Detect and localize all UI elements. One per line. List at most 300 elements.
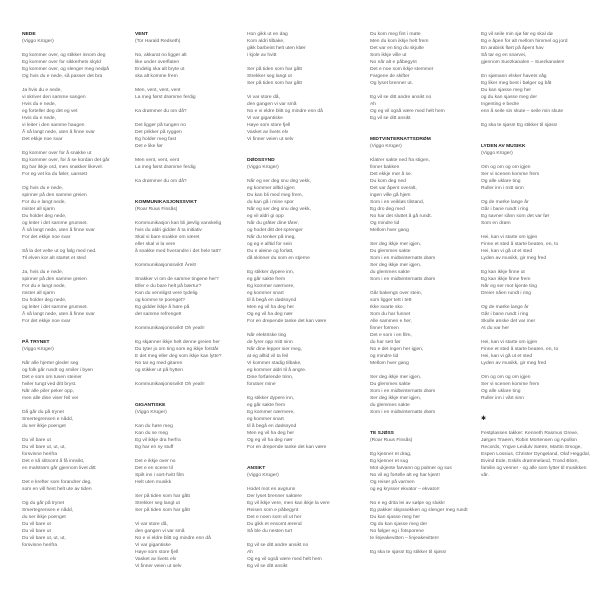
lyric-line: For det ekkje noe svar [22,319,71,324]
lyric-line: og komme te poenget? [135,298,186,303]
stanza [370,31,482,87]
lyric-line: Vasket av livets elv [135,557,177,562]
lyric-line: Du glemmes sakte [370,382,411,387]
stanza [247,94,359,143]
lyric-line: Du kan sjasse meg her [370,515,421,520]
lyric-line: Kan du vennligst vere tydelig [135,291,198,296]
lyric-line: Det var åpent overalt, [370,186,417,191]
lyric-line: og eg e alltid for sein [247,242,293,247]
lyric-line: For det ekkje noe svar [22,235,71,240]
lyric-line: og eg krysser ekvator – ekvator! [370,487,440,492]
lyric-line: Og mindre tid [370,221,400,226]
lyric-line: Spilt inn i sort-hvitt film [135,473,184,478]
lyric-line: du ser ikkje poenget [22,424,66,429]
separator-star-icon: ✱ [481,416,487,422]
lyric-line: Vi kommer stadig tilbake, [247,361,302,366]
lyric-line: mister all sjarm [22,207,55,212]
stanza [135,87,247,101]
lyric-line: spinner på den samme greien [22,277,87,282]
stanza [370,157,482,234]
lyric-line: Vi var store då, [135,522,168,527]
lyric-line: Smertegrensen e nådd, [22,417,74,422]
lyric-line: Eg liker meg best i bølger og båt [481,81,552,86]
lyric-line: Eg vil se ditt ansikt [247,564,288,569]
lyric-line: Og de mørke lange år [481,200,529,205]
stanza [135,108,247,115]
lyric-line: La meg først drømme ferdig [135,165,196,170]
lyric-line: ska alt komme frem [135,74,178,79]
song-title: NEDE [22,32,36,37]
stanza [370,94,482,122]
lyric-line: No e vi eldre blitt og mindre enn då [247,109,323,114]
lyric-line: Helt uten musikk [135,480,172,485]
lyric-line: Kommunikasjonssvikt! Åreit! [135,263,197,268]
lyric-line: Hodet mot en avgrunn [247,487,296,492]
song-author: (Viggo Krüger) [247,473,279,478]
song-author: (Viggo Krüger) [22,347,54,352]
lyric-line: Om og om og om igjen [481,165,531,170]
lyrics-column [22,31,134,563]
lyric-line: La meg først drømme ferdig [135,95,196,100]
lyric-line: Som i en veikløs tilstand, [370,200,425,205]
lyric-line: Høye som store fjell [135,550,179,555]
lyric-line: Ser vi scenen komme frem [481,172,540,177]
lyric-line: Ka drømmer du om då? [135,109,187,114]
song [247,31,359,143]
stanza [135,493,247,514]
lyric-line: No tar eg med gitaren [135,361,183,366]
lyric-line: Som en drøm [481,221,511,226]
lyric-line: Eg kommer over, og slenger meg nedpå [22,67,109,72]
lyric-line: du har sett før [370,340,401,345]
stanza [135,423,247,451]
lyric-line: Eg ska te sjøss! Eg stikker til sjøss! [370,550,447,555]
stanza [135,521,247,570]
stanza [22,185,134,241]
lyric-line: Ruller inn i vårt sinn [481,396,524,401]
stanza [481,199,593,227]
stanza [22,150,134,178]
lyric-line: og hodet ditt det sprenger [247,228,303,233]
lyric-line: E det meg eller deg som ikkje kan lytte? [135,354,222,359]
lyric-line: Når dine lepper sier meg, [247,347,302,352]
stanza [135,458,247,486]
lyric-line: te linjeakevitten – linjeakevitten! [370,536,439,541]
song [247,465,359,570]
lyric-line: Mot ukjente farvann og palmer og sus [370,466,452,471]
lyric-line: No vil eg fortelle alt eg har kjent! [370,473,440,478]
lyric-line: Kommunikasjon kan bli jævlig vanskelig [135,221,222,226]
song-author: (Roar Ruus Finsås) [370,438,413,443]
lyric-line: Som du har funnet [370,312,411,317]
lyric-line: Ser på tiden som har gått [135,494,190,499]
lyric-line: Og de mørke lange år [481,305,529,310]
stanza [135,220,247,255]
song-title: VENT [135,32,149,37]
lyric-line: forsvinne herifra [22,543,58,548]
lyric-line: Ser deg ikkje mer igjen, [370,263,422,268]
lyric-line: eller skal vi la vere [135,242,176,247]
stanza [22,437,134,472]
lyric-line: Dine forførende trinn, [247,375,294,380]
lyric-line: Det ekkje mer å se. [370,172,413,177]
lyric-line: At du var her [481,326,509,331]
lyric-line: Men eg vil ha deg her [247,305,295,310]
lyric-line: Som i en midtvinternatts drøm [370,256,436,261]
lyric-line: Kom aldri tilbake, [247,39,285,44]
song-author: (Viggo Krüger) [370,144,402,149]
lyric-line: Klatrer sakte ned fra stigen, [370,158,430,163]
lyric-line: Så la det velte ut og følg med ned. [22,249,97,254]
song-author: (Viggo Krüger) [481,151,513,156]
lyric-line: Det e like før [135,144,163,149]
lyric-line: Når eg ser deg snu deg vekk, [247,207,311,212]
lyric-line: forutser mine [247,382,276,387]
lyric-line: Du vil bare ut [22,529,51,534]
lyric-line: Hei, kan vi starte om igjen [481,340,538,345]
lyric-line: Eg kommer over, for å se kordan det går [22,158,110,163]
lyric-line: du glemmes sakte [370,403,410,408]
lyric-line: Eg stikker dypere inn, [247,396,295,401]
lyric-line: Alle sammen e her, [370,319,412,324]
lyric-line: du glemmes sakte [370,270,410,275]
lyrics-column [481,31,593,479]
stanza [135,122,247,150]
stanza [135,339,247,374]
lyric-line: Men du kom ikkje helt frem [370,39,429,44]
lyric-line: Eg kommer nærmere, [247,284,295,289]
lyric-line: eg går sakte frem [247,403,286,408]
lyric-line: Ser deg ikkje mer igjen, [370,375,422,380]
lyric-line: Vi finner veien ut selv [247,137,294,142]
stanza [247,66,359,87]
stanza [22,269,134,325]
stanza [481,269,593,297]
lyric-line: Eg vil ikkje dra herfra [135,438,181,443]
stanza [135,178,247,185]
lyric-line: Eg savner sånn som det var før [481,214,550,219]
stanza [22,500,134,549]
lyric-line: en malstrøm går gjennom livet ditt [22,466,96,471]
lyric-line: Det e som om tusen steiner [22,375,82,380]
song [135,31,247,185]
lyric-line: Så ble du nesten turt [247,529,293,534]
lyric-line: Ser på tiden som har gått [247,67,302,72]
stanza [370,241,482,283]
lyric-line: Eg kjenner et sug [370,459,409,464]
lyric-line: Ikke svarte sko [370,305,403,310]
lyric-line: de fyrer opp mitt sinn [247,340,293,345]
lyric-line: Det e noe som ikkje stemmer [370,67,434,72]
credits-text: Festplassen takker: Kenneth Rasmus Greve, Jørgen Traeen, Robin Mortensen og Apollon Records, Yngve Leidulv Sætre, Martin Smoge, Espen Lossius, Christer Dyngeland, Olaf Heggdal, Eivind Eide, Eskils drømmeland, Trond Blom, familie og venner - og alle som lytter til musikken vår. [481,431,591,478]
lyric-line: Der lyset brenner saktere [247,494,302,499]
lyric-line: Det e en scene til [135,466,173,471]
lyric-line: men alle dine viser feil vei [22,396,78,401]
lyric-line: Går i bane rundt i ring [481,312,529,317]
lyric-line: Det e krefter som forandrer deg, [22,480,92,485]
lyric-line: Du vil bare ut [22,438,51,443]
lyric-line: Det var en ting du skjulte [370,46,424,51]
lyric-line: Når du tenker på meg, [247,235,296,240]
lyric-line: Og eg vil ha deg nær [247,438,293,443]
lyric-line: eg kommer alltid igjen [247,186,295,191]
lyric-line: Reisen som e påbegynt [247,508,299,513]
lyric-line: Som i en midtvinternatts drøm [370,410,436,415]
lyric-line: Kommunikasjonssvikt! Oh yeah! [135,326,205,331]
lyric-line: Mellom hver gang [370,228,409,233]
song-title: ANSIKT [247,466,266,471]
lyric-line: finner bakken [370,165,400,170]
stanza [370,290,482,367]
stanza [481,339,593,367]
lyric-line: For en drepende tanke det kan være [247,319,327,324]
lyric-line: Ser på tiden som har gått [247,81,302,86]
lyric-line: hviler tungt ved ditt bryst. [22,382,77,387]
lyric-line: Når eg ser mot kjente ting [481,284,537,289]
lyric-line: Eg vil seile min sjø før eg skal dø [481,32,553,37]
stanza [247,269,359,325]
lyric-line: Vi var store då, [247,95,280,100]
lyric-line: Går bakengs over stein, [370,291,422,296]
lyric-line: Og hvis du e nede, [22,186,64,191]
lyric-line: Og alle uklare ting [481,179,521,184]
lyric-line: eg kommer aldri til å angre. [247,368,307,373]
lyric-line: Som i en midtvinternatts drøm [370,389,436,394]
stanza [370,549,482,556]
lyrics-column [370,31,482,570]
stanza [247,542,359,570]
lyric-line: Vi var gigantiske [135,543,171,548]
lyric-line: Du kan bli med meg frem, [247,193,303,198]
stanza [22,87,134,143]
lyric-line: Du e aleine og forlatt, [247,249,294,254]
lyric-line: du ser ikkje poenget [22,515,66,520]
stanza [247,395,359,451]
lyric-line: Du vil bare ut [22,522,51,527]
song-title: GIGANTISKE [135,403,166,408]
lyric-line: Lyden av musikk, gir meg fred [481,361,547,366]
song [22,31,134,325]
song [370,430,482,556]
lyric-line: Snakker vi om de samme tingene her? [135,277,219,282]
lyric-line: Smertegrensen e nådd, [22,508,74,513]
lyric-line: gikk barbeint helt uten klær [247,46,306,51]
lyric-line: Det e som i en film, [370,333,412,338]
stanza [247,486,359,535]
lyric-line: En arabisk flørt på åpent hav [481,46,544,51]
lyric-line: Du vil bare ut, ut, ut, [22,536,66,541]
lyric-line: Ah [247,550,253,555]
song-author: (Roar Ruus Finsås) [135,207,178,212]
lyric-line: Hvis du e nede, [22,116,56,121]
lyric-line: For eg vet ka du føler, uansett [22,172,87,177]
song [22,339,134,549]
lyric-line: Strekker seg langt ut [135,501,180,506]
lyric-line: Det e noen som vil ut her [247,515,302,520]
lyric-line: den gangen vi var små [135,529,185,534]
lyric-line: Skal vi bare snakke om været [135,235,200,240]
stanza [135,262,247,269]
lyric-line: Vi var gigantiske [247,116,283,121]
lyric-line: For en drepende tanke det kan være [247,445,327,450]
lyric-line: eg forteller deg det eg vet [22,109,78,114]
lyric-line: Du holder deg nede, [22,214,67,219]
lyric-line: Det e så slitsomt å få innsikt, [22,459,85,464]
stanza [22,479,134,493]
lyric-line: Og eg vil ha deg nær [247,312,293,317]
stanza [135,52,247,80]
song-author: (Tor Harald Redseth) [135,39,181,44]
lyric-line: Eg dro deg med [370,207,405,212]
lyric-line: No når alt e påbegynt [370,60,417,65]
lyric-line: at eg alltid vil ta feil [247,354,289,359]
lyric-line: Mellom hver gang [370,361,409,366]
lyric-line: Du kom deg ned [370,179,406,184]
lyric-line: eg kommer snart [247,417,284,422]
lyric-line: Ah [370,102,376,107]
lyric-line: No e vi eldre blitt og mindre enn då [135,536,211,541]
lyric-line: No e eg drita lei av sølpe og slukk! [370,501,445,506]
stanza [135,276,247,318]
lyric-line: Fargene de skifter [370,74,410,79]
lyric-line: som en vill hest helt ute av tiden [22,487,92,492]
lyric-line: Kommunikasjonssvikt! Oh yeah! [135,382,205,387]
lyric-line: finner formen [370,326,399,331]
song-title: DØDSSYND [247,158,275,163]
lyric-line: Endelig ska alt bryte ut [135,67,185,72]
lyric-line: hvis du aldri gidder å ta initiativ [135,228,202,233]
song-title: PÅ TRYNET [22,340,50,345]
lyric-line: Ser deg ikkje mer igjen, [370,242,422,247]
song-title: KOMMUNIKASJONSSVIKT [135,200,197,205]
stanza [135,325,247,332]
lyric-line: Eg har ikkje ord, men snakker likevel. [22,165,104,170]
lyric-line: Når elektriske ting [247,333,287,338]
lyric-line: spinner på den samme greien [22,193,87,198]
stanza [247,178,359,262]
lyric-line: Og lyset brenner ut. [370,81,413,86]
lyric-line: Eg kommer nærmere, [247,410,295,415]
song [481,31,593,129]
lyric-line: No, akkurat no ligger alt [135,53,187,58]
stanza [481,122,593,129]
lyric-line: Strekker seg langt ut [247,74,292,79]
stanza [135,157,247,171]
stanza [22,360,134,402]
lyric-line: Og eg vil også være med helt hem [247,557,322,562]
lyric-line: Hei, kan vi starte om igjen [481,235,538,240]
lyric-line: Vi finner veien ut selv [135,564,182,569]
lyric-line: enn å seile sin skute – seile min skute [481,109,564,114]
lyric-line: Det ekkje noe svar [22,137,63,142]
lyric-line: Du holder deg nede, [22,298,67,303]
lyric-line: og du kan sjasse meg der [481,95,538,100]
lyric-line: Og alle uklare ting [481,389,521,394]
lyric-line: til å begå en dødssynd [247,424,297,429]
lyric-line: Eg ska te sjøss! Eg stikker til sjøss! [481,123,558,128]
lyric-line: å snakke med hverandre i det hele tatt? [135,249,221,254]
song-title: MIDTVINTERNATTSDRØM [370,137,431,142]
lyric-line: som ligger tett i tett [370,298,412,303]
lyric-line: gjennom Suezkanalen – Suezkanalen! [481,60,565,65]
lyric-line: Å så langt nede, uten å finne svar [22,228,95,233]
lyric-line: Eg holder meg fast [135,137,177,142]
song-title: LYDEN AV MUSIKK [481,144,526,149]
lyric-line: Eg kommer over for å snakke ut [22,151,92,156]
lyric-line: Men vent, vent, vent [135,158,180,163]
lyric-line: Hon gikk ut en dag [247,32,288,37]
lyric-line: då skinner du som en stjerne [247,256,310,261]
lyric-line: Og du går på trynet [22,501,65,506]
stanza [22,52,134,80]
lyric-line: ingen ville gå hjem [370,193,411,198]
lyric-line: Eller e du bare helt på bærtur? [135,284,202,289]
stanza [481,164,593,192]
lyric-line: Vasket av livets elv [247,130,289,135]
lyric-line: Eg pakker skipssekken og slenger meg rundt [370,508,468,513]
lyric-line: Så tar eg en snarvei, [481,53,527,58]
lyric-line: Eg kan ikkje finne ut [481,270,525,275]
lyric-line: Du vil bare ut, ut, ut, [22,445,66,450]
lyric-line: Og hvis du e nede, så passer det bra [22,74,103,79]
lyric-line: Kan du se meg [135,431,168,436]
lyric-line: Lyden av musikk, gir meg fred [481,256,547,261]
lyric-line: Ingenting e bedre [481,102,520,107]
song-title: TE SJØSS [370,431,394,436]
lyric-line: Ka drømmer du om då? [135,179,187,184]
lyric-line: Du gikk et ensomt ærend [247,522,302,527]
stanza [481,304,593,332]
lyric-line: eg kommer snart [247,291,284,296]
lyric-line: Du tyter jo om ting som eg ikkje forstår [135,347,219,352]
lyric-line: Å så langt nede, uten å finne svar [22,312,95,317]
lyric-line: Eg vil ikkje vere, men kan ikkje la vere [247,501,330,506]
lyric-line: Eg vil se ditt ansikt [370,116,411,121]
lyric-line: Går i bane rundt i ring [481,207,529,212]
lyric-line: Det ligger på tungen no [135,123,186,128]
lyric-line: Når alle piler peker opp, [22,389,74,394]
song-author: (Viggo Krüger) [22,39,54,44]
lyric-line: Då går du på trynet [22,410,64,415]
stanza [22,248,134,262]
lyric-line: og folk går rundt og smiler i byen [22,368,93,373]
lyric-line: vi leiter i den samme haugen [22,123,85,128]
lyric-line: like under overflaten [135,60,180,65]
stanza [370,451,482,493]
lyric-line: Eg vil se ditt andre ansikt no [247,543,309,548]
song-author: (Viggo Krüger) [247,165,279,170]
lyric-line: Ruller inn i mitt sinn [481,186,524,191]
stanza [370,500,482,542]
lyric-line: Men, vent, vent, vent [135,88,181,93]
lyric-line: Eg skjønner ikkje helt denne greien her [135,340,220,345]
lyric-line: Hei, kan vi gå ut et sted [481,354,533,359]
lyric-line: For du e langt nede, [22,284,66,289]
lyric-line: Høye som store fjell [247,123,291,128]
lyric-line: Finne et sted å starte beaten, en, to [481,347,559,352]
lyric-line: Som i en midtvinternatts drøm [370,277,436,282]
song [370,31,482,122]
lyric-line: Du kom meg fint i møte [370,32,421,37]
lyric-line: mister all sjarm [22,291,55,296]
lyric-line: Eg gidder ikkje å høre på [135,305,190,310]
stanza [370,374,482,416]
song [481,143,593,402]
lyric-line: Når alle hjerter gleder seg [22,361,79,366]
stanza [22,409,134,430]
stanza [481,374,593,402]
lyric-line: No har det sluttet å gå rundt. [370,214,432,219]
